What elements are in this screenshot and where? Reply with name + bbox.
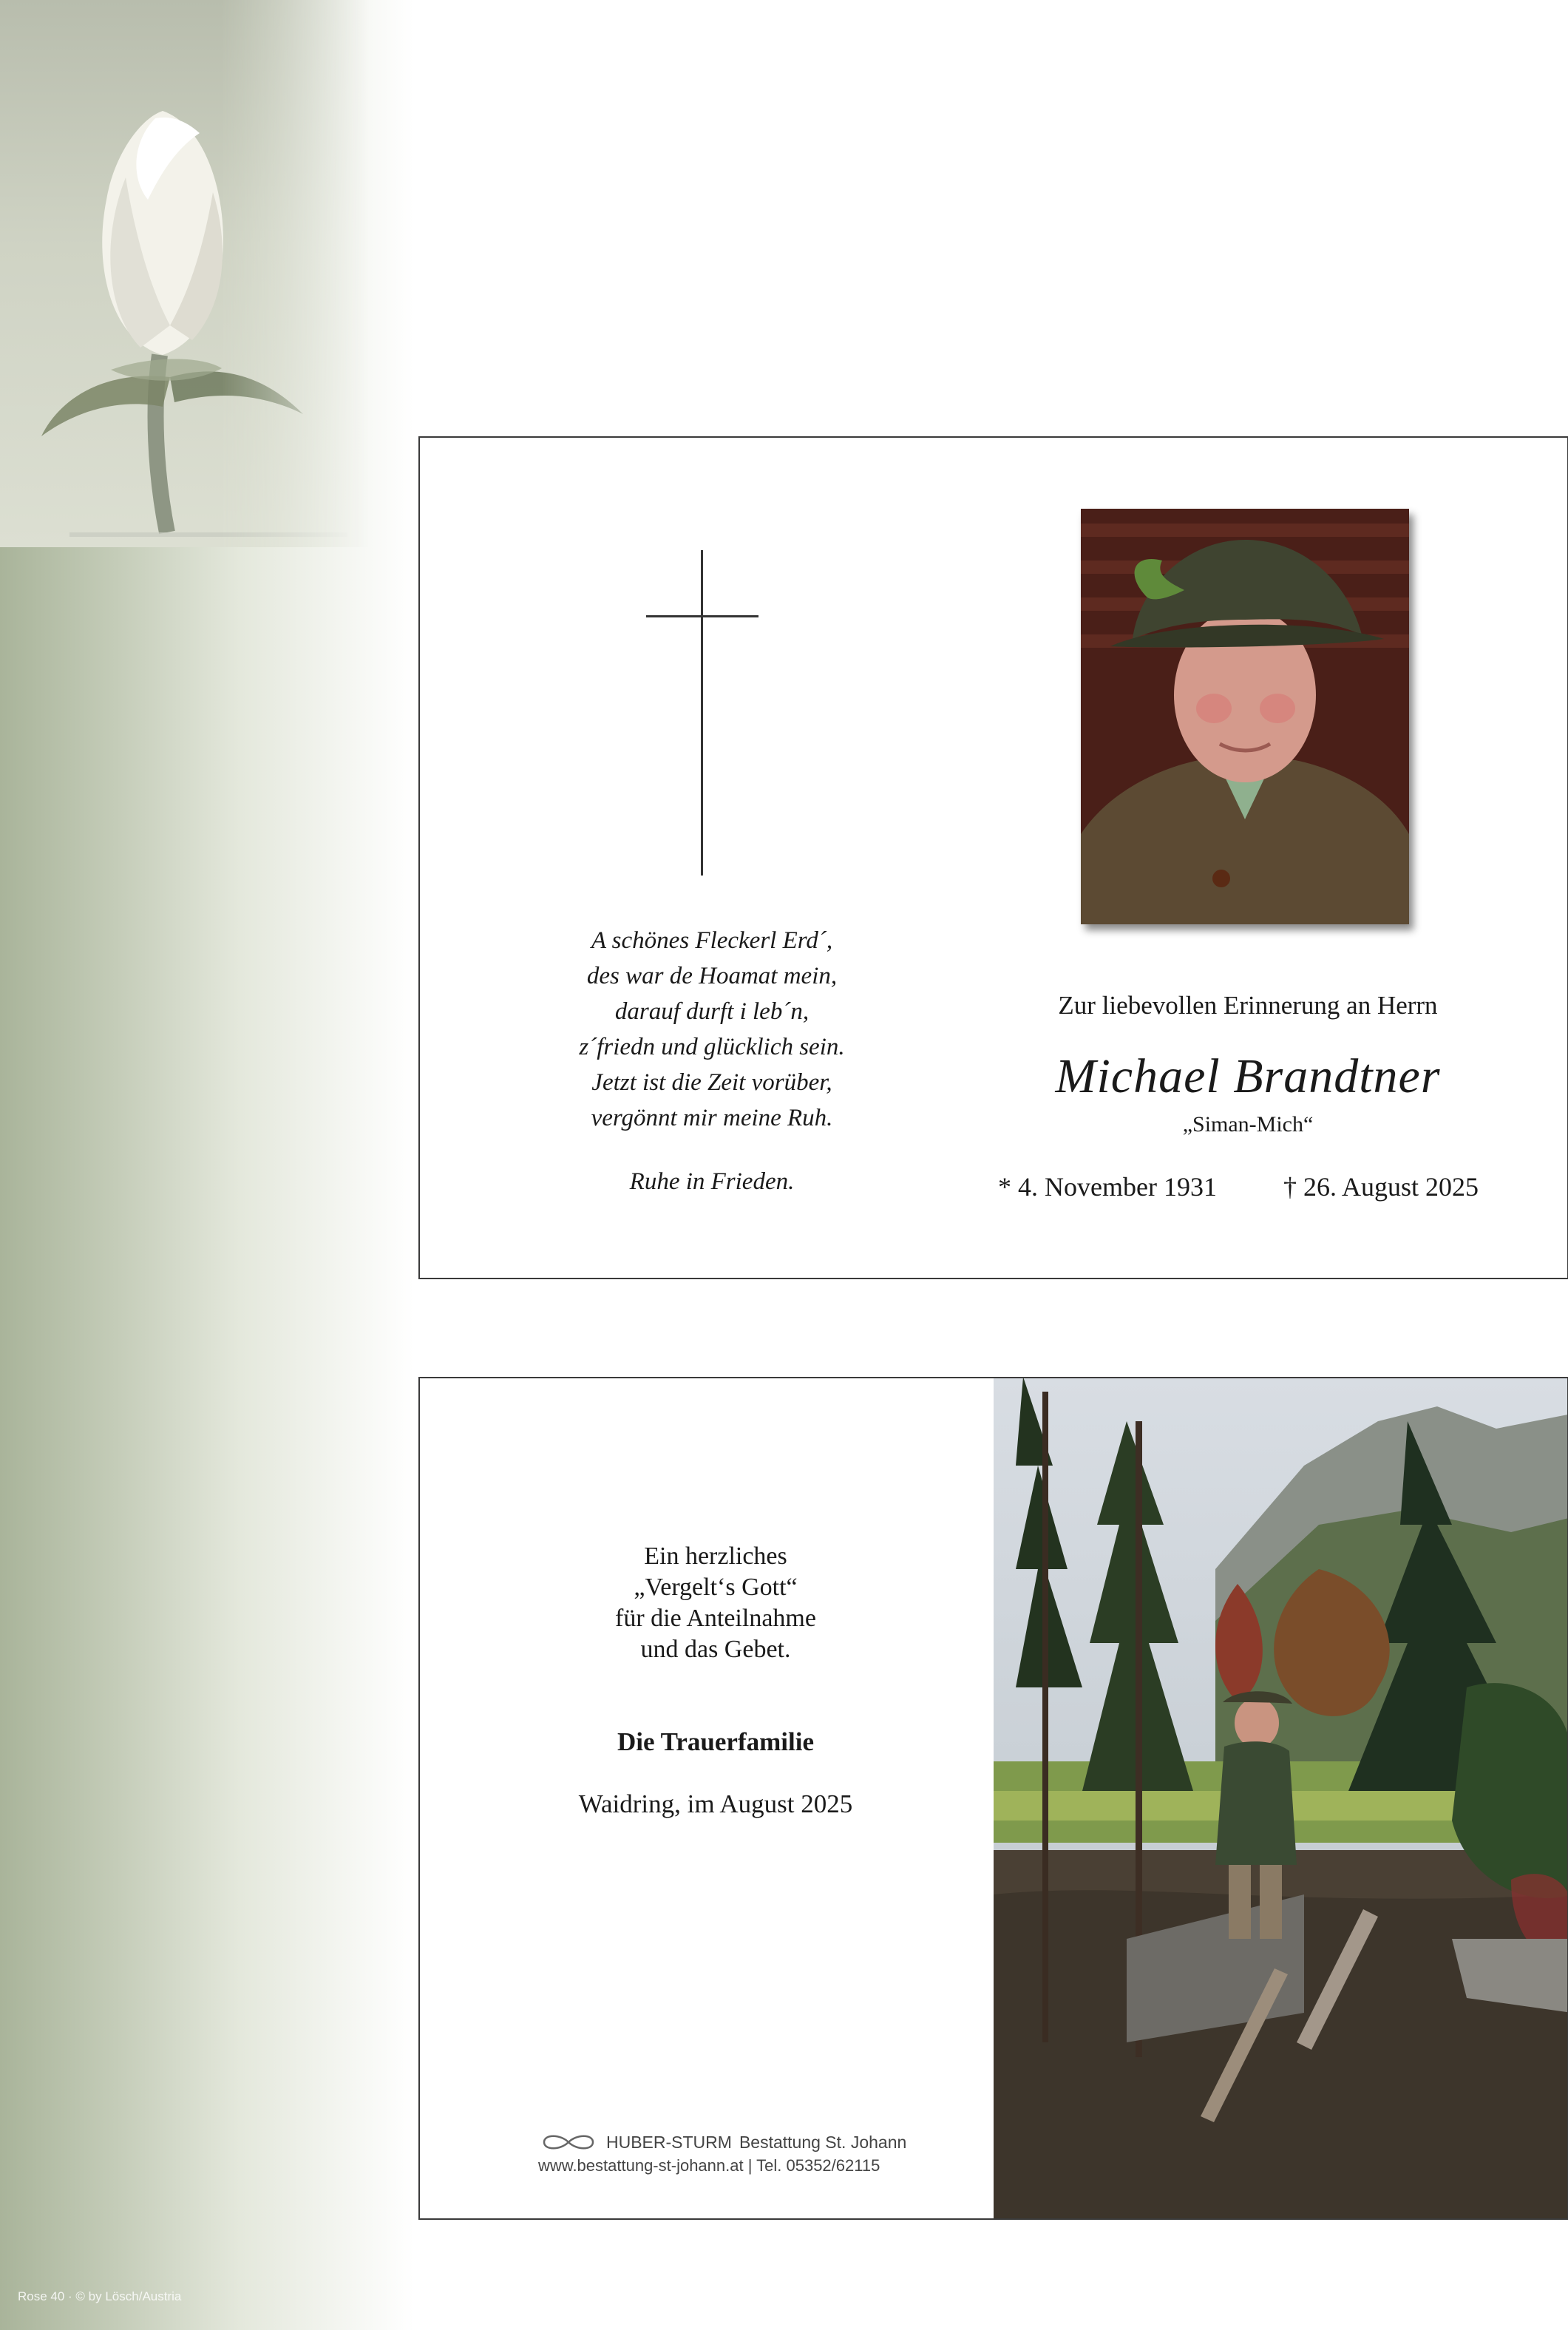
deceased-nickname: „Siman-Mich“ <box>1182 1112 1314 1137</box>
undertaker-contact: www.bestattung-st-johann.at | Tel. 05352/62115 <box>538 2156 880 2175</box>
memorial-poem <box>509 923 915 1199</box>
white-rose-image <box>22 89 347 547</box>
poem-line: A schönes Fleckerl Erd´, <box>591 927 833 954</box>
poem-closing: Ruhe in Frieden. <box>629 1168 795 1195</box>
birth-date: * 4. November 1931 <box>998 1172 1217 1202</box>
poem-line: Jetzt ist die Zeit vorüber, <box>591 1069 832 1096</box>
obituary-card-back <box>418 1377 1568 2220</box>
image-credit: Rose 40 · © by Lösch/Austria <box>18 2289 182 2303</box>
death-date: † 26. August 2025 <box>1283 1172 1479 1202</box>
thanks-line: Ein herzliches <box>644 1542 787 1570</box>
memorial-intro: Zur liebevollen Erinnerung an Herrn <box>1058 991 1438 1020</box>
rose-background <box>0 0 370 547</box>
undertaker-name: Bestattung St. Johann <box>739 2132 907 2152</box>
cross-vertical-bar <box>701 550 703 876</box>
thanks-message <box>509 1541 923 1665</box>
undertaker-brand-row <box>538 2131 908 2153</box>
place-and-date: Waidring, im August 2025 <box>578 1789 853 1818</box>
deceased-name: Michael Brandtner <box>1055 1049 1441 1103</box>
thanks-line: „Vergelt‘s Gott“ <box>634 1574 798 1601</box>
poem-line: z´friedn und glücklich sein. <box>579 1034 845 1060</box>
poem-line: vergönnt mir meine Ruh. <box>591 1105 833 1131</box>
obituary-card-front <box>418 436 1568 1279</box>
undertaker-footer <box>538 2131 908 2175</box>
portrait-photo <box>1081 509 1409 924</box>
cross-horizontal-bar <box>646 615 758 617</box>
poem-line: darauf durft i leb´n, <box>614 998 810 1025</box>
family-signature: Die Trauerfamilie <box>617 1727 814 1756</box>
landscape-photo <box>994 1377 1568 2220</box>
cross-icon <box>646 550 758 876</box>
thanks-line: für die Anteilnahme <box>615 1605 816 1632</box>
undertaker-brand: HUBER-STURM <box>606 2132 732 2152</box>
thanks-line: und das Gebet. <box>640 1636 791 1663</box>
poem-line: des war de Hoamat mein, <box>586 963 838 989</box>
infinity-logo-icon <box>538 2131 599 2153</box>
